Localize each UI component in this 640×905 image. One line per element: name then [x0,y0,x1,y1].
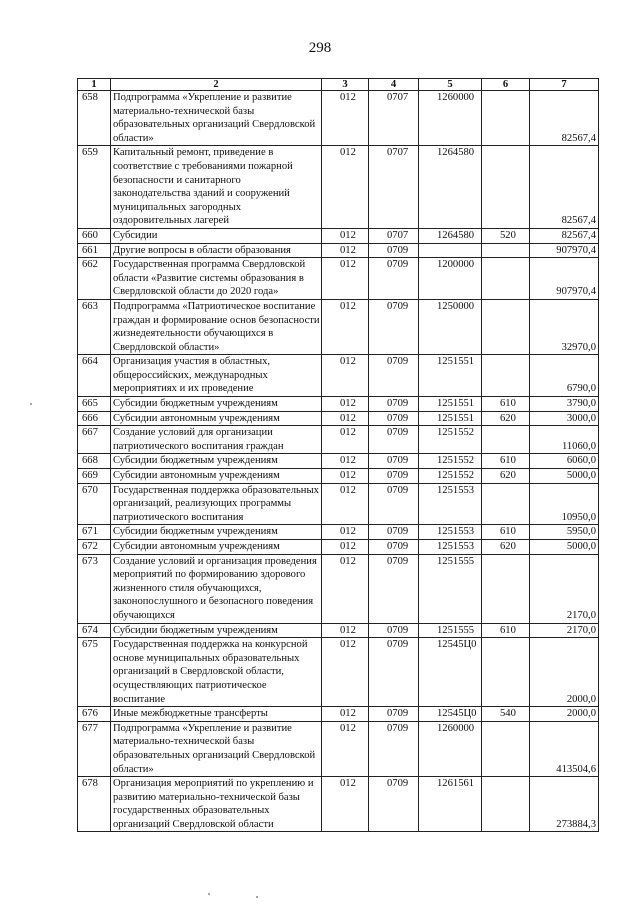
section-code: 0707 [369,91,419,146]
scan-speck [208,893,210,895]
expense-type-code: 610 [482,454,530,469]
section-code: 0709 [369,721,419,776]
target-article-code: 1251552 [419,426,482,454]
row-number: 669 [78,469,111,484]
item-name: Субсидии бюджетным учреждениям [111,397,322,412]
row-number: 663 [78,299,111,354]
target-article-code: 1200000 [419,258,482,300]
target-article-code: 1264580 [419,228,482,243]
amount: 82567,4 [530,228,599,243]
amount: 5000,0 [530,540,599,555]
target-article-code: 1251555 [419,623,482,638]
table-row [78,91,599,146]
ministry-code: 012 [322,299,369,354]
section-code: 0709 [369,426,419,454]
row-number: 659 [78,146,111,229]
item-name: Субсидии [111,228,322,243]
row-number: 677 [78,721,111,776]
ministry-code: 012 [322,91,369,146]
section-code: 0709 [369,483,419,525]
table-row [78,554,599,623]
section-code: 0709 [369,777,419,832]
section-code: 0709 [369,355,419,397]
section-code: 0709 [369,469,419,484]
ministry-code: 012 [322,228,369,243]
table-row [78,525,599,540]
target-article-code: 1264580 [419,146,482,229]
item-name: Капитальный ремонт, приведение в соответствие с требованиями пожарной безопасности и санитарного законодательства зданий и сооружений муниципальных загородных оздоровительных лагерей [111,146,322,229]
ministry-code: 012 [322,243,369,258]
expense-type-code [482,638,530,707]
row-number: 665 [78,397,111,412]
table-row [78,228,599,243]
target-article-code: 1251552 [419,469,482,484]
ministry-code: 012 [322,623,369,638]
ministry-code: 012 [322,721,369,776]
ministry-code: 012 [322,355,369,397]
row-number: 660 [78,228,111,243]
table-row [78,721,599,776]
table-row [78,623,599,638]
target-article-code [419,243,482,258]
target-article-code: 1251553 [419,525,482,540]
ministry-code: 012 [322,469,369,484]
item-name: Субсидии автономным учреждениям [111,411,322,426]
expense-type-code: 620 [482,411,530,426]
table-row [78,540,599,555]
expense-type-code [482,91,530,146]
table-row [78,146,599,229]
row-number: 671 [78,525,111,540]
expense-type-code: 620 [482,540,530,555]
row-number: 662 [78,258,111,300]
table-row [78,243,599,258]
amount: 32970,0 [530,299,599,354]
amount: 5950,0 [530,525,599,540]
section-code: 0709 [369,638,419,707]
table-row [78,483,599,525]
expense-type-code: 610 [482,525,530,540]
table-row [78,426,599,454]
section-code: 0709 [369,525,419,540]
section-code: 0709 [369,243,419,258]
col-header-7: 7 [530,79,599,91]
col-header-3: 3 [322,79,369,91]
expense-type-code [482,777,530,832]
ministry-code: 012 [322,258,369,300]
ministry-code: 012 [322,525,369,540]
scan-speck [256,896,258,898]
row-number: 676 [78,707,111,722]
budget-table [77,78,599,832]
amount: 82567,4 [530,91,599,146]
section-code: 0709 [369,454,419,469]
item-name: Государственная поддержка образовательных организаций, реализующих программы патриотического воспитания [111,483,322,525]
expense-type-code [482,355,530,397]
row-number: 664 [78,355,111,397]
table-row [78,469,599,484]
target-article-code: 1251553 [419,540,482,555]
row-number: 670 [78,483,111,525]
section-code: 0709 [369,411,419,426]
expense-type-code: 610 [482,397,530,412]
target-article-code: 1251551 [419,355,482,397]
row-number: 661 [78,243,111,258]
target-article-code: 1261561 [419,777,482,832]
target-article-code: 1251551 [419,411,482,426]
item-name: Субсидии бюджетным учреждениям [111,623,322,638]
ministry-code: 012 [322,554,369,623]
col-header-6: 6 [482,79,530,91]
row-number: 673 [78,554,111,623]
expense-type-code [482,483,530,525]
amount: 2000,0 [530,638,599,707]
amount: 2000,0 [530,707,599,722]
item-name: Субсидии бюджетным учреждениям [111,525,322,540]
table-row [78,707,599,722]
table-row [78,411,599,426]
expense-type-code [482,243,530,258]
ministry-code: 012 [322,454,369,469]
item-name: Организация мероприятий по укреплению и развитию материально-технической базы государственных образовательных организаций Свердловской области [111,777,322,832]
col-header-4: 4 [369,79,419,91]
target-article-code: 1260000 [419,721,482,776]
target-article-code: 12545Ц0 [419,638,482,707]
target-article-code: 1250000 [419,299,482,354]
row-number: 666 [78,411,111,426]
scan-speck [30,403,32,405]
section-code: 0707 [369,146,419,229]
target-article-code: 12545Ц0 [419,707,482,722]
row-number: 672 [78,540,111,555]
item-name: Субсидии автономным учреждениям [111,540,322,555]
col-header-5: 5 [419,79,482,91]
table-row [78,454,599,469]
item-name: Субсидии автономным учреждениям [111,469,322,484]
amount: 3000,0 [530,411,599,426]
ministry-code: 012 [322,707,369,722]
target-article-code: 1251555 [419,554,482,623]
amount: 2170,0 [530,554,599,623]
table-row [78,638,599,707]
item-name: Другие вопросы в области образования [111,243,322,258]
item-name: Организация участия в областных, общероссийских, международных мероприятиях и их проведение [111,355,322,397]
item-name: Государственная поддержка на конкурсной основе муниципальных образовательных организаций в Свердловской области, осуществляющих патриотическое воспитание [111,638,322,707]
row-number: 678 [78,777,111,832]
row-number: 675 [78,638,111,707]
header-row [78,79,599,91]
ministry-code: 012 [322,411,369,426]
section-code: 0709 [369,707,419,722]
expense-type-code: 540 [482,707,530,722]
item-name: Иные межбюджетные трансферты [111,707,322,722]
section-code: 0707 [369,228,419,243]
expense-type-code [482,258,530,300]
table-row [78,299,599,354]
ministry-code: 012 [322,540,369,555]
page-number: 298 [308,40,332,56]
col-header-2: 2 [111,79,322,91]
item-name: Создание условий для организации патриотического воспитания граждан [111,426,322,454]
amount: 82567,4 [530,146,599,229]
table-row [78,777,599,832]
item-name: Создание условий и организация проведения мероприятий по формированию здорового жизненного стиля обучающихся, законопослушного и безопасного поведения обучающихся [111,554,322,623]
expense-type-code [482,554,530,623]
expense-type-code [482,721,530,776]
section-code: 0709 [369,397,419,412]
section-code: 0709 [369,540,419,555]
ministry-code: 012 [322,146,369,229]
table-row [78,397,599,412]
table-row [78,355,599,397]
amount: 413504,6 [530,721,599,776]
amount: 2170,0 [530,623,599,638]
expense-type-code [482,299,530,354]
section-code: 0709 [369,554,419,623]
amount: 5000,0 [530,469,599,484]
section-code: 0709 [369,258,419,300]
amount: 6060,0 [530,454,599,469]
expense-type-code [482,146,530,229]
ministry-code: 012 [322,638,369,707]
amount: 11060,0 [530,426,599,454]
amount: 907970,4 [530,243,599,258]
expense-type-code: 620 [482,469,530,484]
ministry-code: 012 [322,777,369,832]
target-article-code: 1251552 [419,454,482,469]
amount: 273884,3 [530,777,599,832]
section-code: 0709 [369,299,419,354]
item-name: Подпрограмма «Патриотическое воспитание граждан и формирование основ безопасности жизнедеятельности обучающихся в Свердловской области» [111,299,322,354]
ministry-code: 012 [322,483,369,525]
section-code: 0709 [369,623,419,638]
col-header-1: 1 [78,79,111,91]
row-number: 668 [78,454,111,469]
row-number: 667 [78,426,111,454]
row-number: 674 [78,623,111,638]
amount: 907970,4 [530,258,599,300]
target-article-code: 1251553 [419,483,482,525]
amount: 6790,0 [530,355,599,397]
table-row [78,258,599,300]
expense-type-code [482,426,530,454]
row-number: 658 [78,91,111,146]
amount: 3790,0 [530,397,599,412]
item-name: Подпрограмма «Укрепление и развитие материально-технической базы образовательных организаций Свердловской области» [111,91,322,146]
amount: 10950,0 [530,483,599,525]
target-article-code: 1251551 [419,397,482,412]
item-name: Субсидии бюджетным учреждениям [111,454,322,469]
expense-type-code: 610 [482,623,530,638]
ministry-code: 012 [322,426,369,454]
item-name: Государственная программа Свердловской области «Развитие системы образования в Свердловской области до 2020 года» [111,258,322,300]
expense-type-code: 520 [482,228,530,243]
target-article-code: 1260000 [419,91,482,146]
item-name: Подпрограмма «Укрепление и развитие материально-технической базы образовательных организаций Свердловской области» [111,721,322,776]
ministry-code: 012 [322,397,369,412]
